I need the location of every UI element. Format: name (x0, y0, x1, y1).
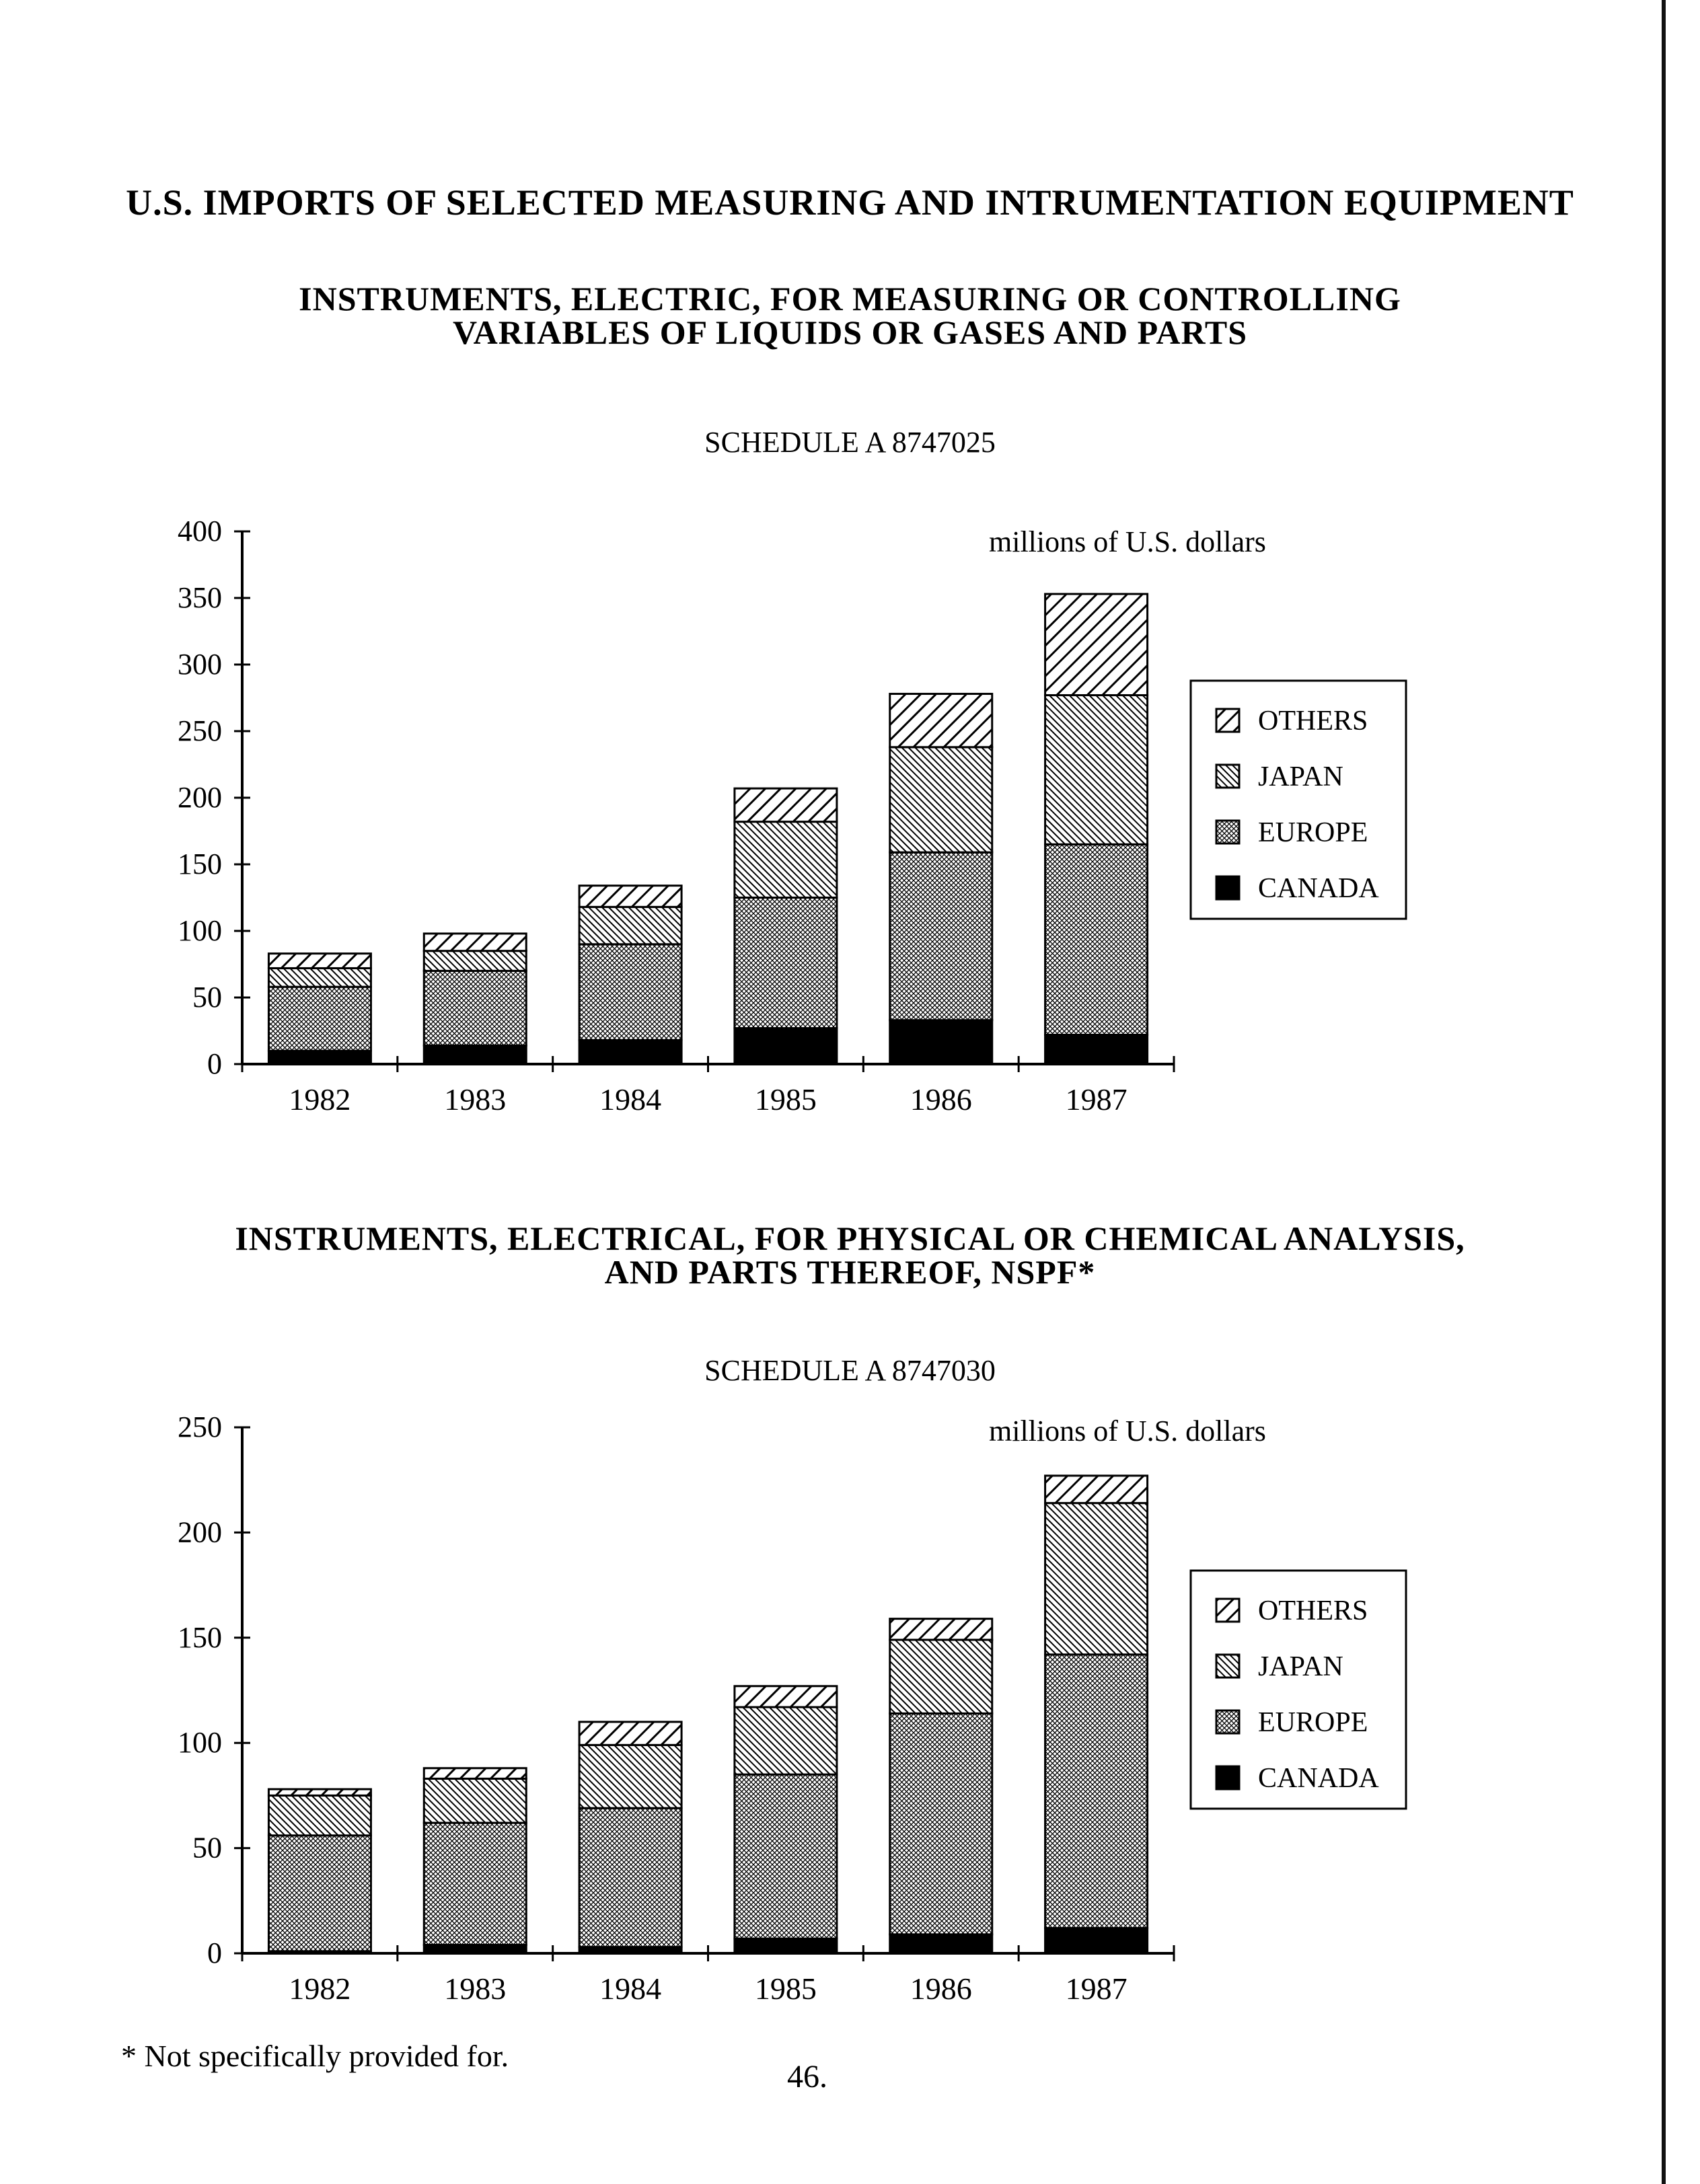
y-tick-label: 0 (207, 1936, 222, 1969)
page-number: 46. (787, 2059, 827, 2095)
unit-label: millions of U.S. dollars (989, 525, 1266, 558)
legend-label-japan: JAPAN (1258, 1651, 1343, 1682)
chart-1 (178, 515, 1406, 1117)
y-tick-label: 300 (178, 648, 222, 681)
bar-japan-1986 (890, 1640, 992, 1713)
x-tick-label: 1986 (910, 1082, 972, 1117)
legend-swatch-others (1216, 1599, 1239, 1622)
legend-swatch-japan (1216, 1655, 1239, 1678)
chart2-schedule: SCHEDULE A 8747030 (704, 1354, 996, 1387)
y-tick-label: 50 (192, 1831, 222, 1865)
bar-japan-1985 (735, 1707, 837, 1774)
bar-canada-1987 (1045, 1928, 1148, 1953)
x-tick-label: 1985 (754, 1082, 817, 1117)
legend-label-japan: JAPAN (1258, 761, 1343, 792)
bar-others-1987 (1045, 1476, 1148, 1503)
chart-2 (178, 1410, 1406, 2006)
bar-canada-1983 (424, 1945, 526, 1953)
bar-canada-1986 (890, 1934, 992, 1953)
x-tick-label: 1984 (599, 1971, 662, 2006)
bar-others-1983 (424, 1768, 526, 1779)
bar-europe-1983 (424, 971, 526, 1045)
legend-swatch-canada (1216, 876, 1239, 899)
bar-japan-1984 (579, 907, 681, 944)
bar-europe-1987 (1045, 844, 1148, 1034)
y-tick-label: 100 (178, 914, 222, 947)
chart2-title-line1: INSTRUMENTS, ELECTRICAL, FOR PHYSICAL OR CHEMICAL ANALYSIS, (235, 1219, 1465, 1257)
bar-canada-1985 (735, 1028, 837, 1064)
unit-label: millions of U.S. dollars (989, 1415, 1266, 1447)
x-tick-label: 1987 (1065, 1082, 1128, 1117)
bar-japan-1983 (424, 1778, 526, 1823)
bar-others-1987 (1045, 594, 1148, 695)
x-tick-label: 1983 (444, 1971, 507, 2006)
bar-others-1985 (735, 788, 837, 822)
bar-japan-1985 (735, 822, 837, 898)
page-title: U.S. IMPORTS OF SELECTED MEASURING AND INTRUMENTATION EQUIPMENT (126, 182, 1574, 223)
y-tick-label: 100 (178, 1726, 222, 1760)
y-tick-label: 200 (178, 1515, 222, 1549)
bar-europe-1984 (579, 1808, 681, 1947)
legend-label-europe: EUROPE (1258, 817, 1368, 848)
x-tick-label: 1987 (1065, 1971, 1128, 2006)
bar-others-1982 (268, 954, 371, 969)
bar-others-1983 (424, 934, 526, 951)
bar-canada-1985 (735, 1938, 837, 1953)
y-tick-label: 50 (192, 981, 222, 1014)
y-tick-label: 400 (178, 515, 222, 548)
legend-label-europe: EUROPE (1258, 1707, 1368, 1738)
x-tick-label: 1985 (754, 1971, 817, 2006)
bar-europe-1982 (268, 987, 371, 1051)
bar-japan-1984 (579, 1745, 681, 1808)
bar-canada-1984 (579, 1040, 681, 1064)
x-tick-label: 1982 (289, 1971, 351, 2006)
y-tick-label: 250 (178, 1410, 222, 1443)
bar-europe-1985 (735, 898, 837, 1028)
y-tick-label: 0 (207, 1047, 222, 1080)
bar-europe-1983 (424, 1823, 526, 1945)
bar-japan-1987 (1045, 1503, 1148, 1655)
y-tick-label: 350 (178, 581, 222, 614)
legend-swatch-canada (1216, 1766, 1239, 1789)
chart1-title-line1: INSTRUMENTS, ELECTRIC, FOR MEASURING OR CONTROLLING (299, 280, 1401, 317)
legend-swatch-others (1216, 709, 1239, 732)
legend-swatch-japan (1216, 765, 1239, 788)
legend-label-others: OTHERS (1258, 706, 1368, 737)
y-tick-label: 200 (178, 781, 222, 814)
footnote: * Not specifically provided for. (121, 2039, 509, 2073)
bar-europe-1987 (1045, 1655, 1148, 1928)
bar-canada-1986 (890, 1020, 992, 1064)
legend-label-canada: CANADA (1258, 1763, 1379, 1794)
legend-swatch-europe (1216, 1710, 1239, 1733)
x-tick-label: 1982 (289, 1082, 351, 1117)
y-tick-label: 250 (178, 714, 222, 747)
bar-japan-1987 (1045, 695, 1148, 845)
bar-others-1984 (579, 886, 681, 907)
bar-others-1986 (890, 1619, 992, 1640)
bar-japan-1986 (890, 747, 992, 852)
bar-europe-1986 (890, 1713, 992, 1934)
bar-europe-1986 (890, 852, 992, 1020)
legend-label-canada: CANADA (1258, 873, 1379, 904)
legend-label-others: OTHERS (1258, 1595, 1368, 1626)
x-tick-label: 1983 (444, 1082, 507, 1117)
y-tick-label: 150 (178, 848, 222, 880)
bar-canada-1982 (268, 1051, 371, 1064)
bar-canada-1983 (424, 1045, 526, 1064)
bar-japan-1982 (268, 968, 371, 987)
chart2-title-line2: AND PARTS THEREOF, NSPF* (604, 1253, 1096, 1291)
bar-europe-1984 (579, 944, 681, 1041)
legend-swatch-europe (1216, 821, 1239, 843)
x-tick-label: 1984 (599, 1082, 662, 1117)
chart1-title-line2: VARIABLES OF LIQUIDS OR GASES AND PARTS (452, 313, 1248, 351)
x-tick-label: 1986 (910, 1971, 972, 2006)
bar-europe-1982 (268, 1836, 371, 1951)
bar-europe-1985 (735, 1774, 837, 1938)
bar-japan-1982 (268, 1795, 371, 1835)
bar-others-1984 (579, 1722, 681, 1745)
y-tick-label: 150 (178, 1620, 222, 1654)
bar-others-1982 (268, 1789, 371, 1795)
bar-others-1986 (890, 694, 992, 747)
bar-others-1985 (735, 1686, 837, 1707)
bar-japan-1983 (424, 951, 526, 971)
bar-canada-1987 (1045, 1034, 1148, 1064)
chart1-schedule: SCHEDULE A 8747025 (704, 426, 996, 459)
